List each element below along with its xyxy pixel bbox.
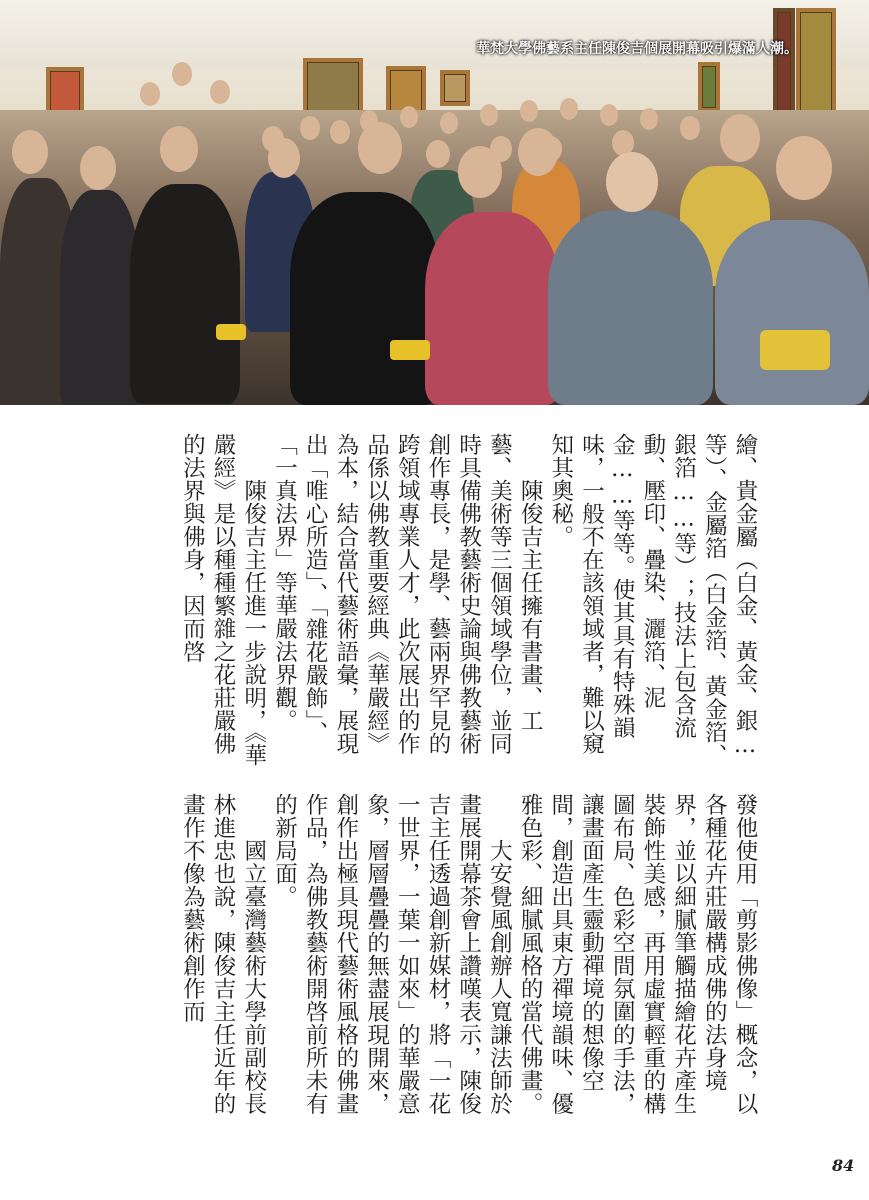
- article-paragraph: 陳俊吉主任進一步說明，《華嚴經》是以種種繁雜之花莊嚴佛的法界與佛身，因而啓: [179, 433, 267, 767]
- article-paragraph: 大安覺風創辦人寬謙法師於畫展開幕茶會上讚嘆表示，陳俊吉主任透過創新媒材，將「一花一世界，一葉一如來」的華嚴意象，層層疊疊的無盡展現開來，創作出極具現代藝術風格的佛畫作品，為佛教藝術開啓前所未有的新局面。: [271, 793, 513, 1115]
- gallery-ceiling: [0, 0, 869, 70]
- article-lower-block: [100, 793, 760, 1133]
- artwork-frame: [698, 62, 720, 112]
- event-photo: [0, 0, 869, 405]
- artwork-frame: [440, 70, 470, 106]
- audience-crowd: [0, 110, 869, 405]
- article-paragraph: 陳俊吉主任擁有書畫、工藝、美術等三個領域學位，並同時具備佛教藝術史論與佛教藝術創作專長，是學、藝兩界罕見的跨領域專業人才，此次展出的作品係以佛教重要經典《華嚴經》為本，結合當代藝術語彙，展現出「唯心所造」、「雜花嚴飾」、「一真法界」等華嚴法界觀。: [271, 433, 544, 755]
- article-upper-block: [100, 433, 760, 773]
- article-paragraph: 發他使用「剪影佛像」概念，以各種花卉莊嚴構成佛的法身境界，並以細膩筆觸描繪花卉產生裝飾性美感，再用虛實輕重的構圖布局、色彩空間氛圍的手法，讓畫面產生靈動禪境的想像空間，創造出具東方禪境韻味、優雅色彩、細膩風格的當代佛畫。: [517, 793, 758, 1115]
- photo-caption: 華梵大學佛藝系主任陳俊吉個展開幕吸引爆滿人潮。: [476, 41, 798, 57]
- article-paragraph: 國立臺灣藝術大學前副校長林進忠也說，陳俊吉主任近年的畫作不像為藝術創作而: [179, 793, 267, 1115]
- article-paragraph: 繪、貴金屬（白金、黃金、銀…等）、金屬箔（白金箔、黃金箔、銀箔……等）；技法上包含流動、壓印、疊染、灑箔、泥金……等等。使其具有特殊韻味，一般不在該領域者，難以窺知其奧秘。: [547, 433, 758, 767]
- page-number: 84: [832, 1156, 855, 1175]
